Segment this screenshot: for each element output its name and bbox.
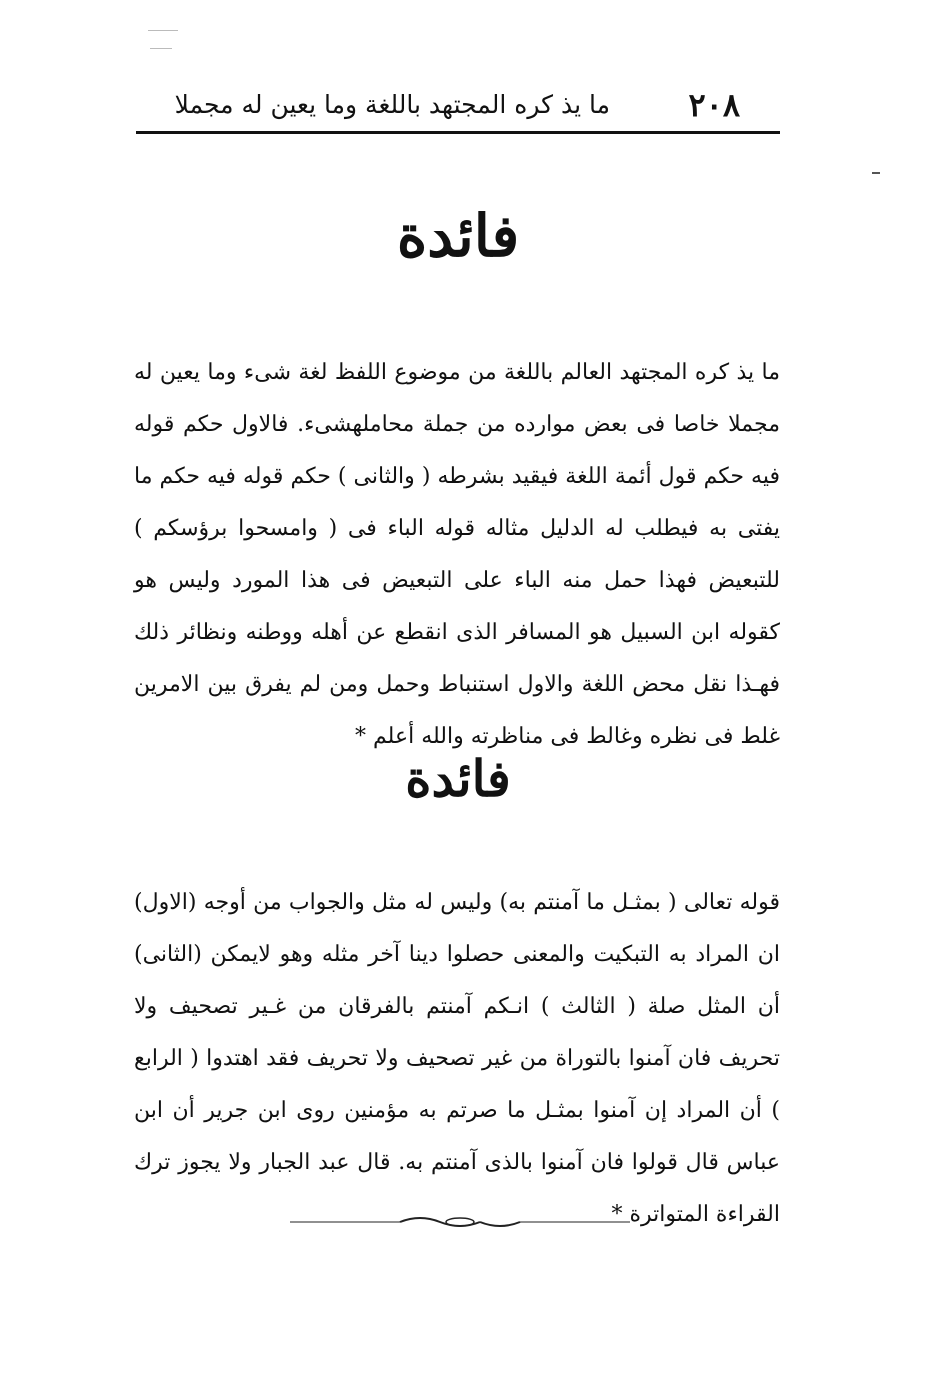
- running-title: ما يذ كره المجتهد باللغة وما يعين له مجملا: [174, 90, 610, 119]
- end-ornament: [290, 1212, 630, 1232]
- section-body-1: ما يذ كره المجتهد العالم باللغة من موضوع اللفظ لغة شىء وما يعين له مجملا خاصا فى بعض موارده من جملة محاملهشىء. فالاول حكم قوله فيه حكم قول أئمة اللغة فيقيد بشرطه ( والثانى ) حكم قوله فيه حكم ما يفتى به فيطلب له الدليل مثاله قوله الباء فى ( وامسحوا برؤسكم ) للتبعيض فهذا حمل منه الباء على التبعيض فى هذا المورد وليس هو كقوله ابن السبيل هو المسافر الذى انقطع عن أهله ووطنه ونظائر ذلك فهـذا نقل محض اللغة والاول استنباط وحمل ومن لم يفرق بين الامرين غلط فى نظره وغالط فى مناظرته والله أعلم *: [134, 360, 780, 749]
- scan-speck: [872, 172, 880, 174]
- page-header: [136, 80, 780, 128]
- section-title-faida-2: فائدة: [405, 749, 511, 808]
- page-number: ٢٠٨: [688, 86, 740, 124]
- section-title-faida-1: فائدة: [396, 202, 520, 270]
- section-body-2: قوله تعالى ( بمثـل ما آمنتم به) وليس له مثل والجواب من أوجه (الاول) ان المراد به التبكيت والمعنى حصلوا دينا آخر مثله وهو لايمكن (الثانى) أن المثل صلة ( الثالث ) انـكم آمنتم بالفرقان من غـير تصحيف ولا تحريف فان آمنوا بالتوراة من غير تصحيف ولا تحريف فقد اهتدوا ( الرابع ) أن المراد إن آمنوا بمثـل ما صرتم به مؤمنين روى ابن جرير أن ابن عباس قال قولوا فان آمنوا بالذى آمنتم به. قال عبد الجبار ولا يجوز ترك القراءة المتواترة *: [134, 890, 780, 1227]
- header-rule: [136, 131, 780, 134]
- scan-speck: [150, 48, 172, 49]
- scan-speck: [148, 30, 178, 31]
